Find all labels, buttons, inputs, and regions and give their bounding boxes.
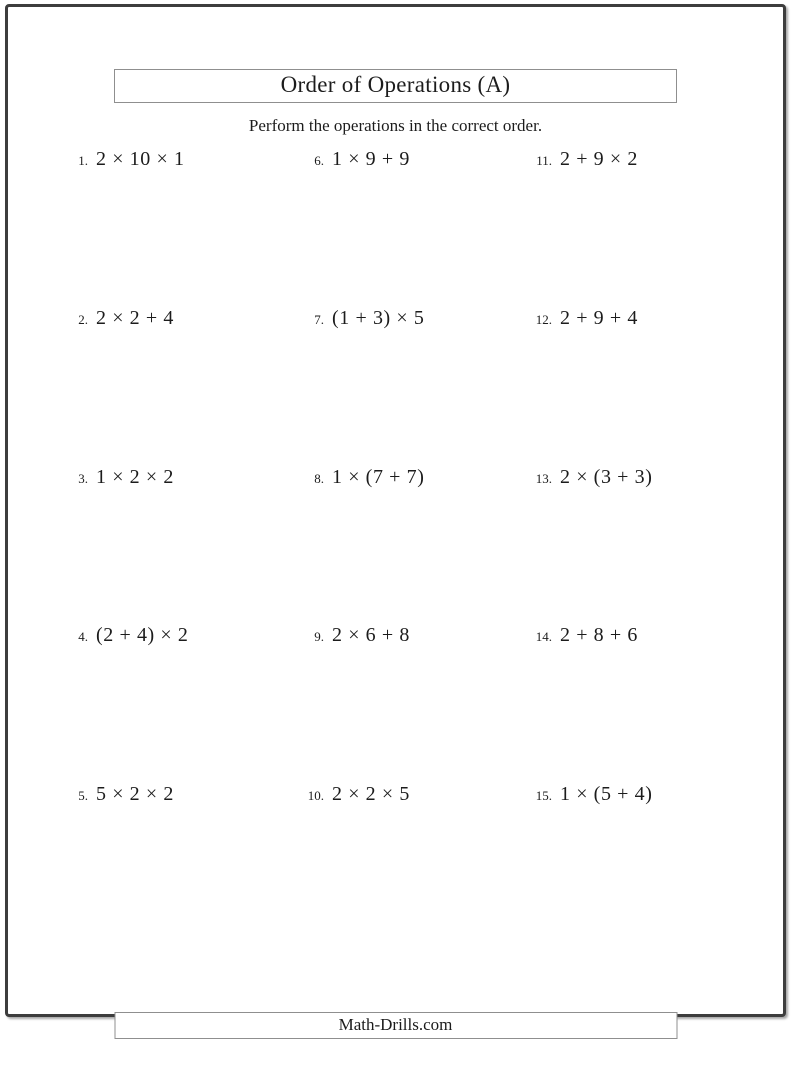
problem-number: 1.: [78, 153, 88, 168]
problem-number: 9.: [314, 629, 324, 645]
problem-expression: 2 × 6 + 8: [332, 624, 410, 647]
problem-item: [302, 783, 530, 806]
problem-item: [302, 466, 530, 489]
problem-number: 2.: [78, 311, 88, 327]
problem-expression: 1 × 2 × 2: [96, 465, 174, 488]
problem-item: [302, 307, 530, 330]
problem-expression: 2 + 9 + 4: [560, 306, 638, 329]
problem-number: 13.: [535, 470, 552, 486]
page-content: [8, 69, 783, 1076]
problem-number: 4.: [78, 629, 88, 645]
problem-number: 6.: [314, 153, 324, 168]
problem-number: 5.: [78, 788, 88, 804]
problem-item: [530, 624, 756, 647]
problem-item: [302, 148, 530, 171]
problem-expression: 2 + 8 + 6: [560, 624, 638, 647]
problem-item: [66, 624, 302, 647]
problem-number: 7.: [314, 311, 324, 327]
problem-number: 3.: [78, 470, 88, 486]
instructions-text: Perform the operations in the correct order.: [248, 116, 543, 135]
problem-number: 15.: [535, 788, 552, 804]
problem-expression: 1 × 9 + 9: [332, 148, 410, 170]
problem-item: [530, 307, 756, 330]
problem-number: 10.: [307, 788, 324, 804]
problems-grid: [66, 148, 756, 942]
footer-box: [114, 1012, 677, 1039]
page-frame: [5, 4, 786, 1034]
problem-item: [66, 783, 302, 806]
problem-number: 11.: [536, 153, 552, 168]
problem-number: 14.: [535, 629, 552, 645]
problem-item: [66, 307, 302, 330]
footer-brand: Math-Drills.com: [338, 1015, 453, 1034]
page-title: Order of Operations (A): [280, 72, 511, 97]
problem-item: [302, 624, 530, 647]
problem-expression: (2 + 4) × 2: [96, 624, 189, 647]
problem-item: [530, 148, 756, 171]
problem-expression: 1 × (5 + 4): [560, 783, 653, 806]
problem-expression: 2 × 2 × 5: [332, 783, 410, 806]
problem-expression: 1 × (7 + 7): [332, 465, 425, 488]
problem-expression: 2 × (3 + 3): [560, 465, 653, 488]
problem-expression: 2 + 9 × 2: [560, 148, 638, 170]
title-box: [114, 69, 677, 103]
problem-number: 12.: [535, 311, 552, 327]
problem-expression: (1 + 3) × 5: [332, 306, 425, 329]
problem-expression: 2 × 10 × 1: [96, 148, 185, 170]
problem-expression: 5 × 2 × 2: [96, 783, 174, 806]
problem-number: 8.: [314, 470, 324, 486]
problem-item: [530, 466, 756, 489]
problem-item: [66, 148, 302, 171]
problem-expression: 2 × 2 + 4: [96, 306, 174, 329]
problem-item: [530, 783, 756, 806]
problem-item: [66, 466, 302, 489]
